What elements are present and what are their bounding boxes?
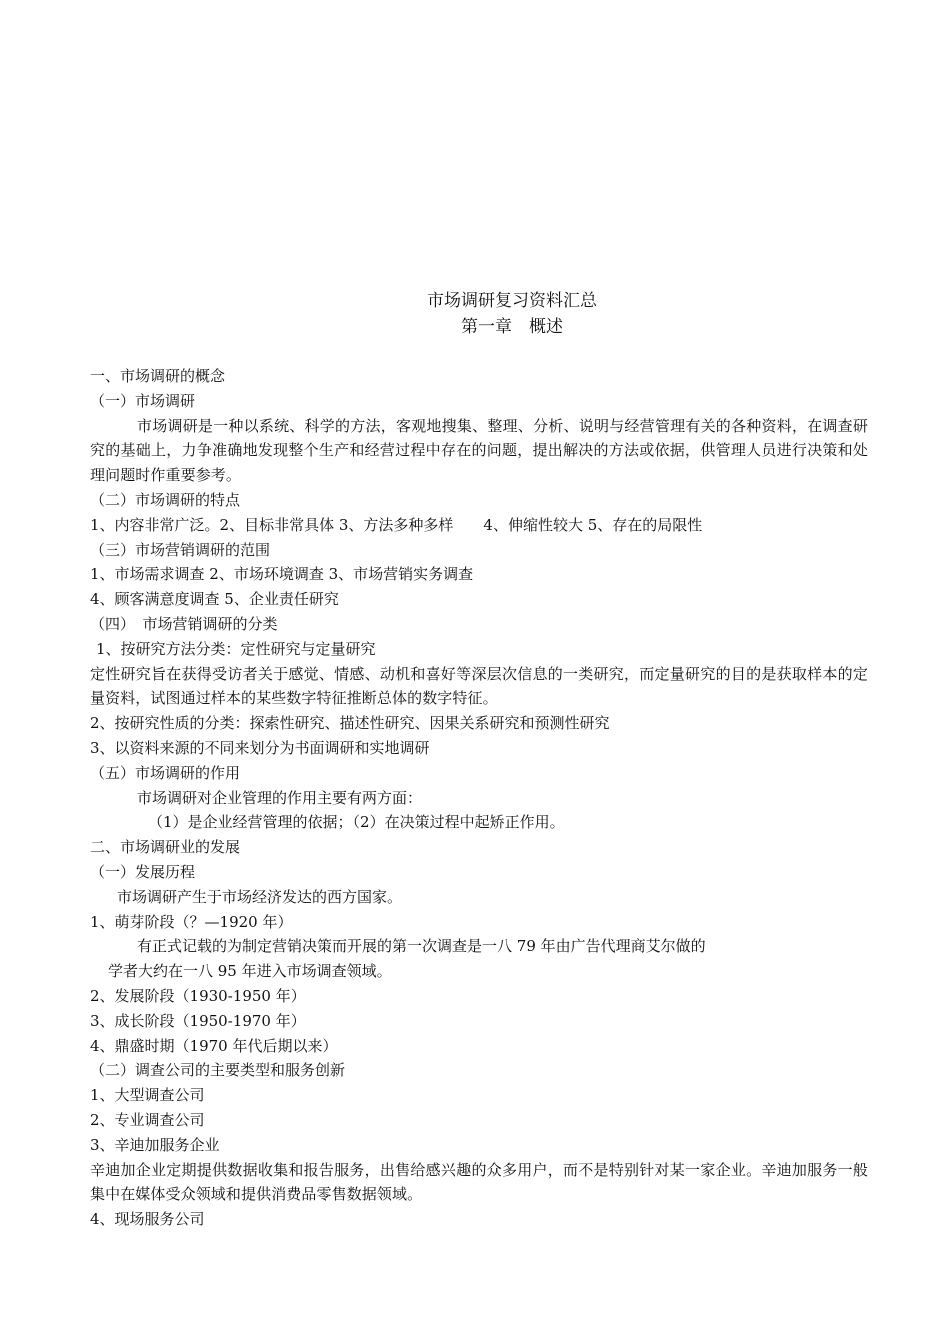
paragraph: 市场调研产生于市场经济发达的西方国家。	[117, 887, 403, 906]
paragraph: 辛迪加企业定期提供数据收集和报告服务，出售给感兴趣的众多用户，而不是特别针对某一家企业。辛迪加服务一般集中在媒体受众领域和提供消费品零售数据领域。	[90, 1160, 868, 1204]
section-heading: 二、市场调研业的发展	[90, 838, 241, 857]
paragraph: 市场调研对企业管理的作用主要有两方面：	[137, 788, 423, 807]
subsection-heading: （五）市场调研的作用	[90, 763, 241, 782]
paragraph: 有正式记载的为制定营销决策而开展的第一次调查是一八 79 年由广告代理商艾尔做的	[137, 937, 706, 956]
paragraph: 学者大约在一八 95 年进入市场调查领域。	[108, 962, 392, 981]
document-title: 市场调研复习资料汇总	[427, 291, 597, 311]
list-line: 1、大型调查公司	[90, 1086, 205, 1105]
subsection-heading: （二）调查公司的主要类型和服务创新	[90, 1061, 346, 1080]
list-line: 4、现场服务公司	[90, 1210, 205, 1229]
list-line: 2、按研究性质的分类：探索性研究、描述性研究、因果关系研究和预测性研究	[90, 714, 610, 733]
list-line: 1、萌芽阶段（？—1920 年）	[90, 912, 293, 931]
list-line: 2、发展阶段（1930-1950 年）	[90, 986, 306, 1005]
subsection-heading: （一）发展历程	[90, 862, 196, 881]
section-heading: 一、市场调研的概念	[90, 367, 226, 385]
list-line: 3、成长阶段（1950-1970 年）	[90, 1011, 306, 1030]
subsection-heading: （一）市场调研	[90, 391, 196, 410]
list-line: 4、鼎盛时期（1970 年代后期以来）	[90, 1036, 338, 1055]
subsection-heading: （二）市场调研的特点	[90, 490, 241, 509]
paragraph: （1）是企业经营管理的依据；（2）在决策过程中起矫正作用。	[148, 813, 565, 832]
list-line: 3、以资料来源的不同来划分为书面调研和实地调研	[90, 738, 430, 757]
list-line: 4、顾客满意度调查 5、企业责任研究	[90, 590, 339, 609]
list-line: 3、辛迪加服务企业	[90, 1135, 220, 1154]
list-line: 2、专业调查公司	[90, 1110, 205, 1129]
subsection-heading: （三）市场营销调研的范围	[90, 540, 271, 559]
document-body	[90, 364, 868, 1232]
list-line: 1、按研究方法分类：定性研究与定量研究	[96, 639, 376, 658]
paragraph: 定性研究旨在获得受访者关于感觉、情感、动机和喜好等深层次信息的一类研究，而定量研究的目的是获取样本的定量资料，试图通过样本的某些数字特征推断总体的数字特征。	[90, 664, 868, 708]
paragraph: 市场调研是一种以系统、科学的方法，客观地搜集、整理、分析、说明与经营管理有关的各种资料，在调查研究的基础上，力争准确地发现整个生产和经营过程中存在的问题，提出解决的方法或依据，供管理人员进行决策和处理问题时作重要参考。	[90, 416, 868, 485]
subsection-heading: （四） 市场营销调研的分类	[90, 614, 278, 633]
list-line: 1、市场需求调查 2、市场环境调查 3、市场营销实务调查	[90, 565, 474, 584]
list-line: 1、内容非常广泛。2、目标非常具体 3、方法多种多样 4、伸缩性较大 5、存在的局限性	[90, 515, 703, 534]
chapter-heading: 第一章 概述	[461, 317, 563, 337]
